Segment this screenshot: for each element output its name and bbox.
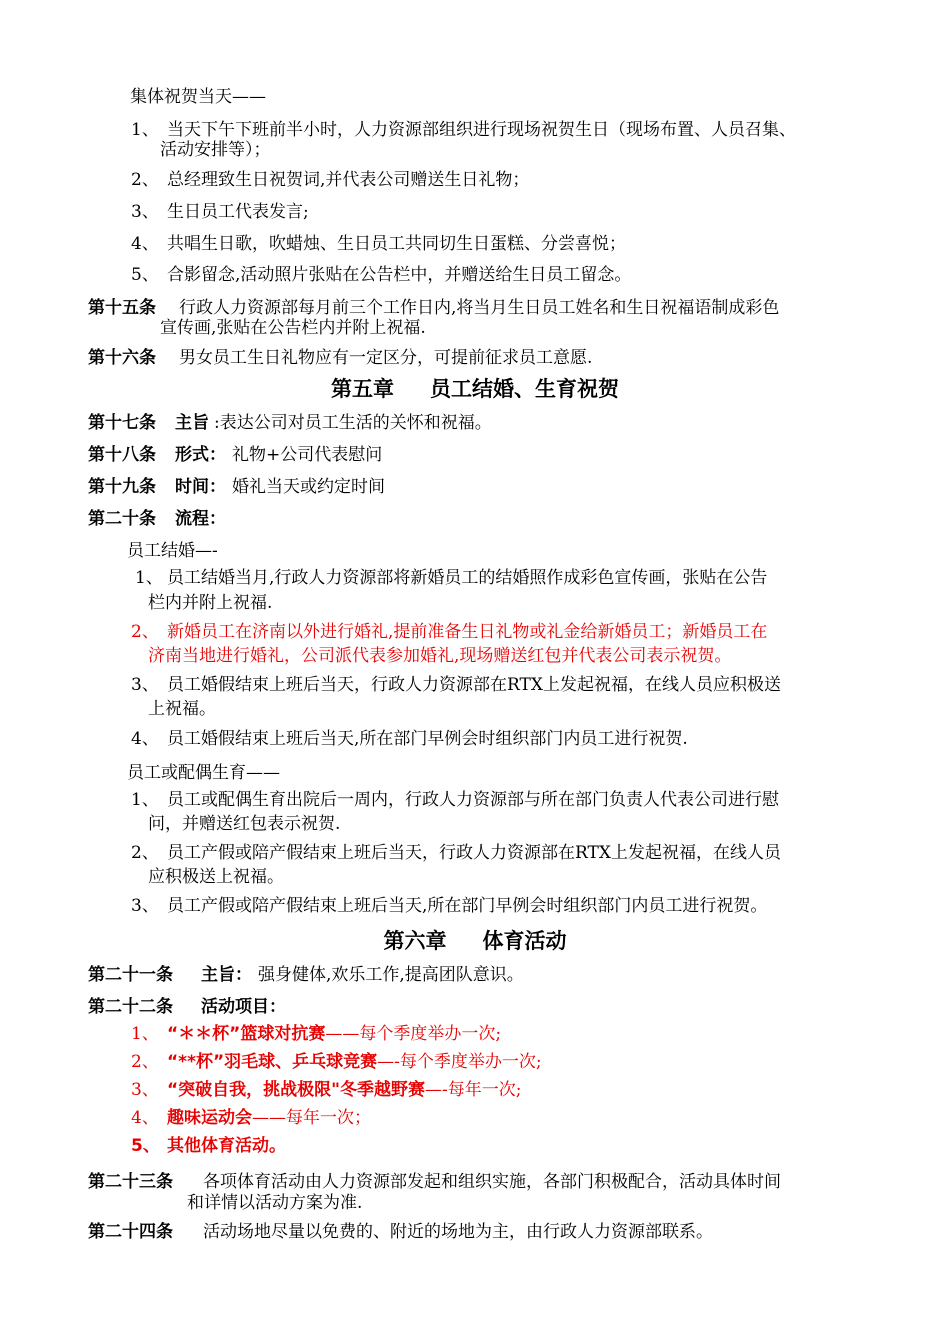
item-text: 应积极送上祝福。 (148, 867, 284, 887)
article-key: 主旨： (201, 965, 252, 985)
article-label: 第十七条 (88, 413, 156, 433)
item-text: 员工婚假结束上班后当天，行政人力资源部在RTX上发起祝福，在线人员应积极送 (167, 675, 781, 695)
activity-frequency: ——每年一次； (252, 1108, 371, 1128)
article-text: 宣传画,张贴在公告栏内并附上祝福. (160, 318, 426, 338)
article-text: 男女员工生日礼物应有一定区分，可提前征求员工意愿. (179, 348, 593, 368)
item-number: 3、 (131, 675, 159, 695)
item-text: 员工婚假结束上班后当天,所在部门早例会时组织部门内员工进行祝贺. (167, 729, 688, 749)
article-text: 行政人力资源部每月前三个工作日内,将当月生日员工姓名和生日祝福语制成彩色 (179, 298, 780, 318)
article-key: 形式： (175, 445, 226, 465)
activity-name: “**杯”羽毛球、乒乓球竞赛 (167, 1052, 378, 1072)
item-text: 栏内并附上祝福. (148, 593, 273, 613)
item-number: 1、 (135, 568, 163, 588)
article-text: 强身健体,欢乐工作,提高团队意识。 (258, 965, 524, 985)
article-text: 婚礼当天或约定时间 (232, 477, 385, 497)
activity-name: “突破自我，挑战极限"冬季越野赛 (167, 1080, 426, 1100)
item-text: 总经理致生日祝贺词,并代表公司赠送生日礼物； (167, 170, 530, 190)
item-number: 4、 (131, 1108, 159, 1128)
item-text: 合影留念,活动照片张贴在公告栏中，并赠送给生日员工留念。 (167, 265, 632, 285)
activity-name: 趣味运动会 (167, 1108, 252, 1128)
item-number: 4、 (131, 729, 159, 749)
item-number: 1、 (131, 790, 159, 810)
item-number: 2、 (131, 170, 159, 190)
article-label: 第十六条 (88, 348, 156, 368)
item-number: 3、 (131, 202, 159, 222)
activity-frequency: —-每个季度举办一次; (377, 1052, 542, 1072)
item-text: 上祝福。 (148, 699, 216, 719)
item-number: 5、 (131, 265, 159, 285)
article-text: 礼物+公司代表慰问 (232, 445, 383, 465)
article-label: 第二十一条 (88, 965, 173, 985)
item-text: 新婚员工在济南以外进行婚礼,提前准备生日礼物或礼金给新婚员工；新婚员工在 (167, 622, 768, 642)
chapter-6-heading (0, 926, 950, 956)
group-title-text: 员工或配偶生育—— (127, 763, 280, 783)
item-text: 员工产假或陪产假结束上班后当天，行政人力资源部在RTX上发起祝福，在线人员 (167, 843, 781, 863)
item-text: 济南当地进行婚礼，公司派代表参加婚礼,现场赠送红包并代表公司表示祝贺。 (148, 646, 732, 666)
group-title-text: 集体祝贺当天—— (130, 87, 266, 107)
item-text: 共唱生日歌，吹蜡烛、生日员工共同切生日蛋糕、分尝喜悦； (167, 234, 626, 254)
article-text: :表达公司对员工生活的关怀和祝福。 (214, 413, 492, 433)
chapter-title: 体育活动 (482, 929, 567, 953)
article-label: 第十五条 (88, 298, 156, 318)
item-text: 员工结婚当月,行政人力资源部将新婚员工的结婚照作成彩色宣传画，张贴在公告 (167, 568, 768, 588)
item-text: 员工或配偶生育出院后一周内，行政人力资源部与所在部门负责人代表公司进行慰 (167, 790, 779, 810)
activity-name: “＊＊杯”篮球对抗赛 (167, 1024, 326, 1044)
article-label: 第二十三条 (88, 1172, 173, 1192)
article-text: 和详情以活动方案为准. (187, 1193, 363, 1213)
article-label: 第十九条 (88, 477, 156, 497)
item-text: 当天下午下班前半小时，人力资源部组织进行现场祝贺生日（现场布置、人员召集、 (167, 120, 796, 140)
item-number: 2、 (131, 1052, 159, 1072)
article-label: 第二十四条 (88, 1222, 173, 1242)
article-label: 第二十二条 (88, 997, 173, 1017)
article-key: 活动项目： (201, 997, 286, 1017)
item-text: 活动安排等）； (160, 140, 271, 160)
item-number: 3、 (131, 896, 159, 916)
article-key: 时间： (175, 477, 226, 497)
item-number: 3、 (131, 1080, 159, 1100)
activity-frequency: —-每年一次; (425, 1080, 522, 1100)
item-number: 2、 (131, 622, 159, 642)
item-number: 5、 (131, 1136, 160, 1156)
item-text: 问，并赠送红包表示祝贺. (148, 814, 341, 834)
item-number: 4、 (131, 234, 159, 254)
article-text: 活动场地尽量以免费的、附近的场地为主，由行政人力资源部联系。 (203, 1222, 713, 1242)
article-label: 第十八条 (88, 445, 156, 465)
item-number: 2、 (131, 843, 159, 863)
group-title-text: 员工结婚—- (127, 541, 218, 561)
item-text: 生日员工代表发言; (167, 202, 309, 222)
activity-name: 其他体育活动。 (167, 1136, 286, 1156)
item-number: 1、 (131, 1024, 159, 1044)
chapter-title: 员工结婚、生育祝贺 (430, 377, 619, 401)
article-label: 第二十条 (88, 509, 156, 529)
chapter-number: 第五章 (331, 377, 394, 401)
item-text: 员工产假或陪产假结束上班后当天,所在部门早例会时组织部门内员工进行祝贺。 (167, 896, 768, 916)
activity-frequency: ——每个季度举办一次; (325, 1024, 502, 1044)
article-key: 流程： (175, 509, 226, 529)
chapter-5-heading (0, 374, 950, 404)
article-text: 各项体育活动由人力资源部发起和组织实施，各部门积极配合，活动具体时间 (203, 1172, 781, 1192)
chapter-number: 第六章 (383, 929, 447, 953)
article-key: 主旨 (175, 413, 209, 433)
item-number: 1、 (131, 120, 159, 140)
